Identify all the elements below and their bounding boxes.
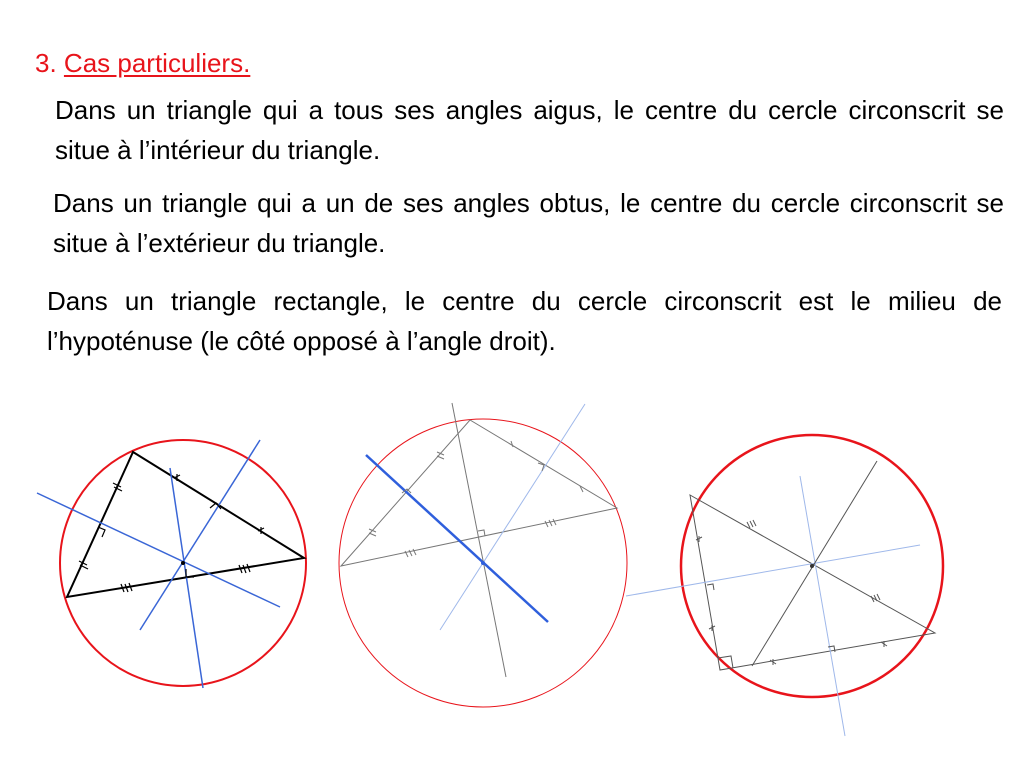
bisector-obtuse-2 [440, 404, 585, 630]
paragraph-acute: Dans un triangle qui a tous ses angles aigus, le centre du cercle circonscrit se situe à l’intérieur du triangle. [55, 95, 1004, 165]
circumcenter-obtuse [481, 561, 485, 565]
section-title: Cas particuliers. [63, 48, 251, 78]
bisector-acute-1 [37, 493, 280, 607]
triangle-right [690, 495, 935, 670]
tick-marks [79, 474, 264, 592]
bisector-acute-3 [170, 468, 203, 688]
triangle-obtuse [341, 420, 617, 566]
figure-obtuse-triangle [339, 403, 627, 707]
paragraph-obtuse: Dans un triangle qui a un de ses angles obtus, le centre du cercle circonscrit se situe à l’extérieur du triangle. [53, 188, 1004, 258]
figure-right-triangle [626, 435, 943, 736]
bisector-obtuse-highlight [366, 455, 548, 622]
right-angle-mark [718, 656, 733, 668]
circumcenter-acute [181, 561, 185, 565]
figure-acute-triangle [37, 440, 306, 688]
right-angle-mark [707, 584, 714, 590]
tick-marks [696, 520, 887, 665]
median-right [752, 461, 877, 666]
tick-marks [369, 441, 583, 557]
circumcenter-right [810, 564, 814, 568]
right-angle-mark [478, 530, 485, 536]
paragraph-right: Dans un triangle rectangle, le centre du cercle circonscrit est le milieu de l’hypoténuse (le côté opposé à l’angle droit). [47, 286, 1002, 356]
bisector-right-1 [626, 545, 920, 596]
section-number: 3. [35, 48, 57, 78]
